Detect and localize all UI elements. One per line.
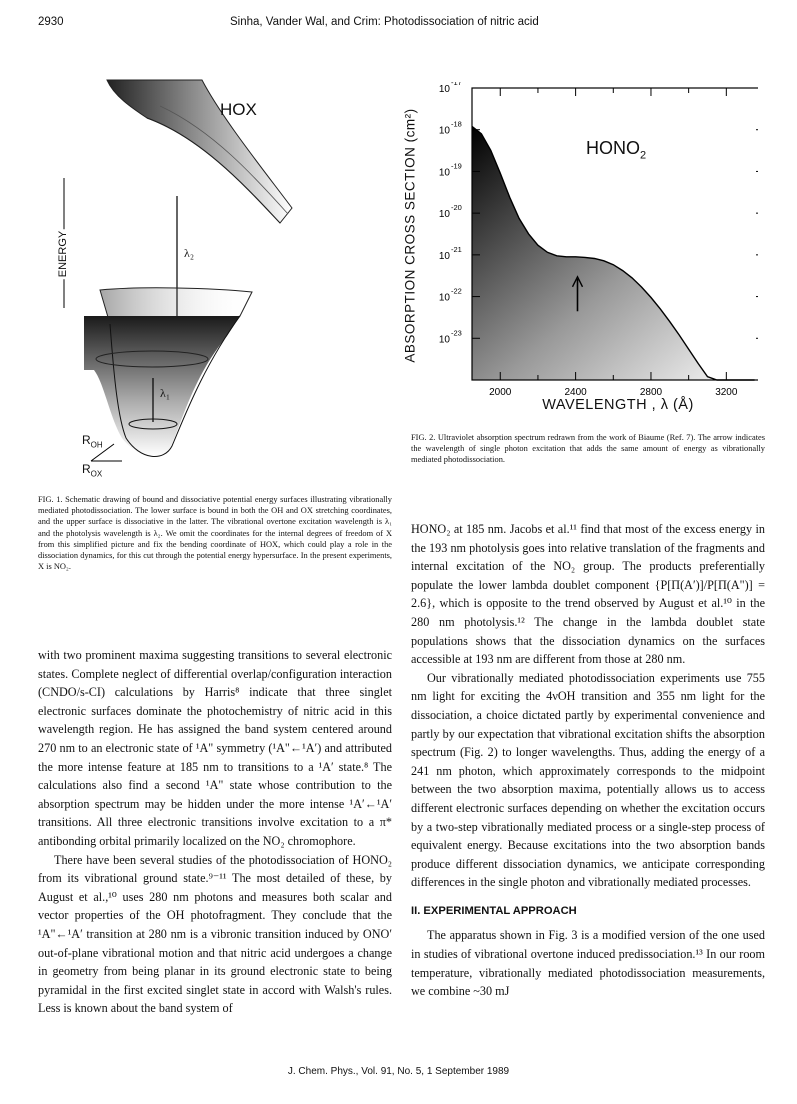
figure-2-caption: FIG. 2. Ultraviolet absorption spectrum redrawn from the work of Biaume (Ref. 7). The arrow indicates the wavelength of single photon excitation that adds the same amount of energy as vibrationally mediated photodissociation.: [411, 433, 765, 465]
y-tick-exponent: -22: [451, 286, 462, 296]
figure-2: [402, 82, 758, 427]
roh-label: $R_{OH}$: [82, 433, 103, 450]
figure-1-caption: FIG. 1. Schematic drawing of bound and dissociative potential energy surfaces illustrating vibrationally mediated photodissociation. The lower surface is bound in both the OH and OX stretching coordinates, and the upper surface is dissociative in the latter. The vibrational overtone excitation wavelength is λ₁ and the photolysis wavelength is λ₂. We omit the coordinates for the internal degrees of freedom of X from this simplified picture and fix the bending coordinate of HOX, which could play a role in the dissociation dynamics, for this cut through the potential energy hypersurface. In the present experiments, X is NO₂.: [38, 495, 392, 572]
x-tick-label: 2400: [564, 387, 587, 398]
area-fill: [472, 126, 758, 380]
energy-axis-label: ENERGY: [57, 230, 70, 278]
y-tick-exponent: -19: [451, 161, 462, 171]
x-axis-label: WAVELENGTH , λ (Å): [542, 397, 694, 413]
hox-label: HOX: [220, 100, 257, 119]
lambda2-label: λ₂: [184, 246, 195, 260]
page-number: 2930: [38, 16, 64, 28]
running-title: Sinha, Vander Wal, and Crim: Photodissociation of nitric acid: [230, 16, 539, 28]
rox-label: $R_{OX}$: [82, 462, 103, 479]
paragraph: Our vibrationally mediated photodissociation experiments use 755 nm light for exciting the 4νOH transition and 355 nm light for the dissociation, a choice dictated partly by experimental convenience and partly by our expectation that vibrational excitation shifts the absorption spectrum (Fig. 2) to longer wavelengths. Thus, adding the energy of a 241 nm photon, which approximately corresponds to the midpoint between the two absorption maxima, potentially allows us to access different electronic surfaces depending on whether the excitation occurs by a two-step vibrationally mediated process or a single-step process of equivalent energy. Because excitations into the two absorption bands produce different dissociation dynamics, we anticipate corresponding differences in the single photon and vibrationally mediated processes.: [411, 670, 765, 890]
x-tick-label: 2800: [639, 387, 663, 398]
x-tick-label: 3200: [715, 387, 738, 398]
y-tick-label: 10: [438, 167, 450, 179]
absorption-chart: [408, 82, 758, 427]
section-heading: II. EXPERIMENTAL APPROACH: [411, 904, 577, 917]
y-tick-exponent: -21: [451, 244, 462, 254]
paragraph: HONO₂ at 185 nm. Jacobs et al.¹¹ find that most of the excess energy in the 193 nm photolysis goes into relative translation of the fragments and internal excitation of the NO₂ group. The products preferentially populate the lower lambda doublet component {P[Π(A′)]/P[Π(A")] = 2.6}, which is opposite to the trend observed by August et al.¹⁰ in the 280 nm photolysis.¹² The change in the lambda doublet state populations shows that the dissociation dynamics on the surfaces accessible at 193 nm are different from those at 280 nm.: [411, 522, 765, 667]
x-tick-label: 2000: [489, 387, 512, 398]
paragraph: with two prominent maxima suggesting transitions to several electronic states. Complete neglect of differential overlap/configuration interaction (CNDO/s-CI) calculations by Harris⁸ indicate that three singlet electronic surfaces dominate the photochemistry of nitric acid in this wavelength region. He has assigned the band system centered around 270 nm to an electronic state of ¹A" symmetry (¹A"←¹A′) and attributed the more intense feature at 185 nm to transitions to a ¹A′ state.⁸ The calculations also find a second ¹A" state whose contribution to the absorption spectrum may be hidden under the more intense ¹A′←¹A′ transitions. All three electronic transitions involve excitation to a π* antibonding orbital primarily localized on the NO₂ chromophore.: [38, 648, 392, 848]
y-tick-exponent: -18: [451, 119, 462, 129]
y-tick-exponent: -17: [451, 82, 462, 87]
y-tick-label: 10: [438, 250, 450, 262]
journal-footer: J. Chem. Phys., Vol. 91, No. 5, 1 September 1989: [287, 1066, 510, 1077]
left-column: [38, 646, 392, 1018]
lambda1-label: λ₁: [160, 386, 171, 400]
y-tick-label: 10: [438, 334, 450, 346]
potential-energy-diagram: [52, 78, 352, 488]
y-tick-label: 10: [438, 209, 450, 221]
y-tick-exponent: -20: [451, 203, 462, 213]
y-tick-label: 10: [438, 125, 450, 137]
paragraph: The apparatus shown in Fig. 3 is a modified version of the one used in studies of vibrational overtone induced predissociation.¹³ In our room temperature, vibrationally mediated photodissociation measurements, we combine ~30 mJ: [411, 928, 765, 999]
right-column: [411, 520, 765, 1001]
species-label: $HONO_2$: [586, 138, 647, 162]
figure-1: [52, 78, 352, 488]
y-tick-label: 10: [438, 84, 450, 95]
y-axis-label: ABSORPTION CROSS SECTION (cm²): [402, 108, 418, 363]
y-tick-exponent: -23: [451, 328, 462, 338]
paragraph: There have been several studies of the photodissociation of HONO₂ from its vibrational ground state.⁹⁻¹¹ The most detailed of these, by August et al.,¹⁰ uses 280 nm photons and measures both scalar and vector properties of the OH photofragment. They conclude that the ¹A"←¹A′ transition at 280 nm is a vibronic transition induced by ONO′ out-of-plane vibrational motion and that nitric acid undergoes a change in geometry from being planar in its ground electronic state to being pyramidal in the first excited singlet state in accord with Walsh's rules. Less is known about the band system of: [38, 852, 392, 1016]
y-tick-label: 10: [438, 292, 450, 304]
